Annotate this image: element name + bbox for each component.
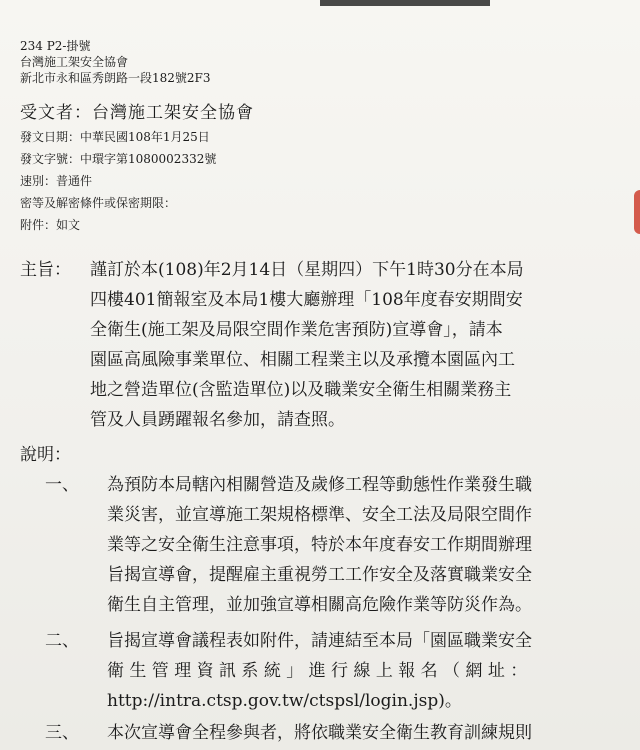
subject-line: 地之營造單位(含監造單位)以及職業安全衛生相關業務主 xyxy=(90,380,512,400)
item-number: 二、 xyxy=(45,631,79,651)
description-title: 說明： xyxy=(20,445,71,465)
attachment: 附件：如文 xyxy=(20,218,81,232)
subject-line: 全衛生(施工架及局限空間作業危害預防)宣導會」，請本 xyxy=(90,320,503,340)
subject-line: 謹訂於本(108)年2月14日（星期四）下午1時30分在本局 xyxy=(90,260,524,280)
item-line: 業災害，並宣導施工架規格標準、安全工法及局限空間作 xyxy=(107,505,532,525)
subject-line: 管及人員踴躍報名參加，請查照。 xyxy=(90,410,345,430)
recipient: 受文者：台灣施工架安全協會 xyxy=(20,103,254,123)
item-line: 本次宣導會全程參與者，將依職業安全衛生教育訓練規則 xyxy=(107,723,532,743)
item-line: 衛生自主管理，並加強宣導相關高危險作業等防災作為。 xyxy=(107,595,532,615)
delivery-speed: 速別：普通件 xyxy=(20,174,93,188)
item-line: 旨揭宣導會，提醒雇主重視勞工工作安全及落實職業安全 xyxy=(107,565,532,585)
address-line-3: 新北市永和區秀朗路一段182號2F3 xyxy=(20,71,211,85)
subject-line: 四樓401簡報室及本局1樓大廳辦理「108年度春安期間安 xyxy=(90,290,523,310)
address-line-2: 台灣施工架安全協會 xyxy=(20,55,129,69)
item-line: 衛 生 管 理 資 訊 系 統 」 進 行 線 上 報 名 （ 網 址 ： xyxy=(107,661,528,681)
item-line: http://intra.ctsp.gov.tw/ctspsl/login.jsp)。 xyxy=(107,691,462,711)
address-line-1: 234 P2-掛號 xyxy=(20,39,91,53)
item-line: 為預防本局轄內相關營造及歲修工程等動態性作業發生職 xyxy=(107,475,532,495)
header-rule xyxy=(320,0,490,6)
document-number: 發文字號：中環字第1080002332號 xyxy=(20,152,217,166)
issue-date: 發文日期：中華民國108年1月25日 xyxy=(20,130,210,144)
edge-mark xyxy=(634,190,640,234)
item-line: 業等之安全衛生注意事項，特於本年度春安工作期間辦理 xyxy=(107,535,532,555)
item-number: 三、 xyxy=(45,723,79,743)
item-line: 旨揭宣導會議程表如附件，請連結至本局「園區職業安全 xyxy=(107,631,532,651)
secrecy-level: 密等及解密條件或保密期限： xyxy=(20,196,177,210)
subject-line: 園區高風險事業單位、相關工程業主以及承攬本園區內工 xyxy=(90,350,515,370)
address-block xyxy=(20,38,211,86)
document-meta xyxy=(20,126,216,236)
subject-label: 主旨： xyxy=(20,260,71,280)
item-number: 一、 xyxy=(45,475,79,495)
